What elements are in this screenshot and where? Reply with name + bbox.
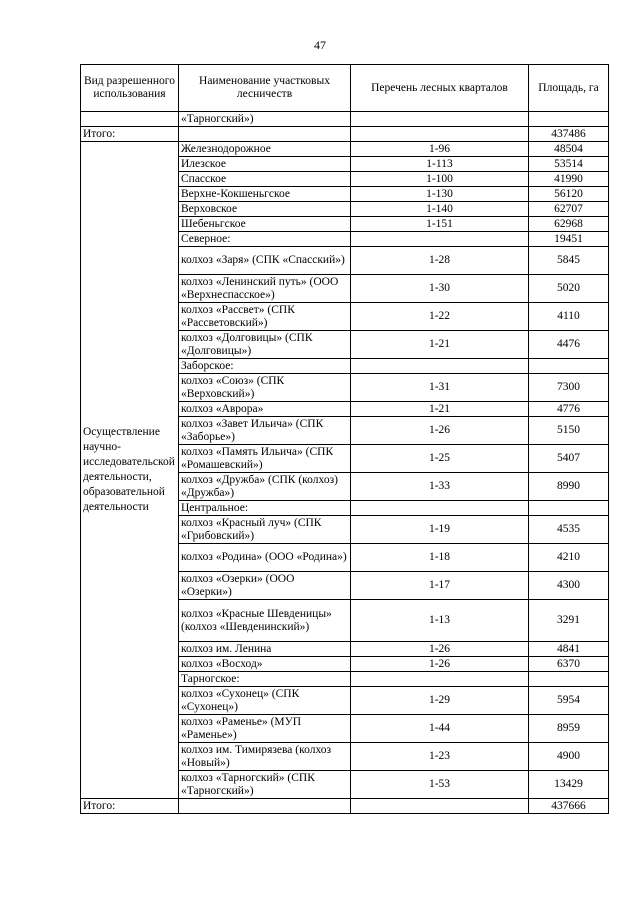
forestry-name-cell: колхоз «Сухонец» (СПК «Сухонец») — [179, 687, 351, 715]
forestry-name-cell: Спасское — [179, 172, 351, 187]
area-cell — [529, 672, 609, 687]
forestry-name-cell: колхоз «Ленинский путь» (ООО «Верхнеспасское») — [179, 275, 351, 303]
quarters-cell — [351, 672, 529, 687]
quarters-cell: 1-26 — [351, 417, 529, 445]
header-forestry: Наименование участковых лесничеств — [179, 65, 351, 112]
area-cell: 56120 — [529, 187, 609, 202]
area-cell: 5954 — [529, 687, 609, 715]
total-label: Итого: — [81, 799, 179, 814]
total-name-cell — [179, 799, 351, 814]
quarters-cell: 1-26 — [351, 642, 529, 657]
forestry-name-cell: Верхне-Кокшеньгское — [179, 187, 351, 202]
area-cell: 4900 — [529, 743, 609, 771]
table-row — [81, 142, 609, 157]
continuation-name: «Тарногский») — [179, 112, 351, 127]
forestry-name-cell: колхоз «Раменье» (МУП «Раменье») — [179, 715, 351, 743]
quarters-cell: 1-29 — [351, 687, 529, 715]
area-cell: 6370 — [529, 657, 609, 672]
quarters-cell: 1-21 — [351, 402, 529, 417]
subtotal-area: 437486 — [529, 127, 609, 142]
subtotal-name-cell — [179, 127, 351, 142]
area-cell: 4210 — [529, 544, 609, 572]
continuation-usage-cell — [81, 112, 179, 127]
forestry-name-cell: Тарногское: — [179, 672, 351, 687]
area-cell — [529, 359, 609, 374]
forestry-name-cell: Шебеньгское — [179, 217, 351, 232]
quarters-cell: 1-130 — [351, 187, 529, 202]
usage-type-cell: Осуществление научно-исследовательской деятельности, образовательной деятельности — [81, 142, 179, 799]
forestry-name-cell: колхоз «Рассвет» (СПК «Рассветовский») — [179, 303, 351, 331]
forestry-name-cell: Железнодорожное — [179, 142, 351, 157]
total-quarters-cell — [351, 799, 529, 814]
area-cell: 4776 — [529, 402, 609, 417]
area-cell: 62707 — [529, 202, 609, 217]
quarters-cell: 1-25 — [351, 445, 529, 473]
area-cell: 13429 — [529, 771, 609, 799]
quarters-cell: 1-17 — [351, 572, 529, 600]
quarters-cell: 1-113 — [351, 157, 529, 172]
area-cell: 5020 — [529, 275, 609, 303]
area-cell — [529, 501, 609, 516]
quarters-cell — [351, 359, 529, 374]
forestry-name-cell: колхоз «Память Ильича» (СПК «Ромашевский») — [179, 445, 351, 473]
area-cell: 4841 — [529, 642, 609, 657]
forestry-name-cell: Центральное: — [179, 501, 351, 516]
forestry-name-cell: колхоз «Восход» — [179, 657, 351, 672]
area-cell: 4535 — [529, 516, 609, 544]
quarters-cell — [351, 501, 529, 516]
quarters-cell: 1-26 — [351, 657, 529, 672]
area-cell: 5150 — [529, 417, 609, 445]
total-area: 437666 — [529, 799, 609, 814]
subtotal-label: Итого: — [81, 127, 179, 142]
forestry-name-cell: колхоз им. Ленина — [179, 642, 351, 657]
quarters-cell: 1-28 — [351, 247, 529, 275]
quarters-cell: 1-140 — [351, 202, 529, 217]
header-usage: Вид разрешенного использования — [81, 65, 179, 112]
forestry-name-cell: колхоз «Тарногский» (СПК «Тарногский») — [179, 771, 351, 799]
area-cell: 53514 — [529, 157, 609, 172]
subtotal-quarters-cell — [351, 127, 529, 142]
forestry-name-cell: Верховское — [179, 202, 351, 217]
continuation-area-cell — [529, 112, 609, 127]
quarters-cell: 1-44 — [351, 715, 529, 743]
area-cell: 4110 — [529, 303, 609, 331]
forestry-name-cell: колхоз «Озерки» (ООО «Озерки») — [179, 572, 351, 600]
area-cell: 4476 — [529, 331, 609, 359]
forestry-name-cell: колхоз «Союз» (СПК «Верховский») — [179, 374, 351, 402]
total-row — [81, 799, 609, 814]
forestry-name-cell: колхоз «Долговицы» (СПК «Долговицы») — [179, 331, 351, 359]
forestry-name-cell: Северное: — [179, 232, 351, 247]
forestry-name-cell: колхоз «Дружба» (СПК (колхоз) «Дружба») — [179, 473, 351, 501]
header-row — [81, 65, 609, 112]
header-area: Площадь, га — [529, 65, 609, 112]
forestry-name-cell: Илезское — [179, 157, 351, 172]
quarters-cell: 1-23 — [351, 743, 529, 771]
forestry-name-cell: колхоз «Аврора» — [179, 402, 351, 417]
quarters-cell: 1-96 — [351, 142, 529, 157]
forestry-name-cell: колхоз «Красный луч» (СПК «Грибовский») — [179, 516, 351, 544]
forestry-name-cell: колхоз «Красные Шевденицы» (колхоз «Шевденинский») — [179, 600, 351, 642]
area-cell: 62968 — [529, 217, 609, 232]
quarters-cell: 1-33 — [351, 473, 529, 501]
forestry-name-cell: колхоз «Завет Ильича» (СПК «Заборье») — [179, 417, 351, 445]
quarters-cell: 1-30 — [351, 275, 529, 303]
quarters-cell: 1-22 — [351, 303, 529, 331]
subtotal-row — [81, 127, 609, 142]
quarters-cell: 1-19 — [351, 516, 529, 544]
forestry-name-cell: колхоз им. Тимирязева (колхоз «Новый») — [179, 743, 351, 771]
area-cell: 5845 — [529, 247, 609, 275]
forestry-name-cell: Заборское: — [179, 359, 351, 374]
quarters-cell: 1-151 — [351, 217, 529, 232]
header-quarters: Перечень лесных кварталов — [351, 65, 529, 112]
table-body — [81, 112, 609, 799]
continuation-row — [81, 112, 609, 127]
quarters-cell: 1-13 — [351, 600, 529, 642]
quarters-cell: 1-21 — [351, 331, 529, 359]
continuation-quarters-cell — [351, 112, 529, 127]
quarters-cell: 1-31 — [351, 374, 529, 402]
area-cell: 5407 — [529, 445, 609, 473]
area-cell: 7300 — [529, 374, 609, 402]
area-cell: 8990 — [529, 473, 609, 501]
area-cell: 8959 — [529, 715, 609, 743]
quarters-cell: 1-18 — [351, 544, 529, 572]
area-cell: 3291 — [529, 600, 609, 642]
quarters-cell — [351, 232, 529, 247]
area-cell: 4300 — [529, 572, 609, 600]
quarters-cell: 1-53 — [351, 771, 529, 799]
page-number: 47 — [314, 38, 326, 52]
forestry-name-cell: колхоз «Родина» (ООО «Родина») — [179, 544, 351, 572]
area-cell: 19451 — [529, 232, 609, 247]
forestry-name-cell: колхоз «Заря» (СПК «Спасский») — [179, 247, 351, 275]
area-cell: 41990 — [529, 172, 609, 187]
quarters-cell: 1-100 — [351, 172, 529, 187]
forest-table — [80, 64, 609, 814]
area-cell: 48504 — [529, 142, 609, 157]
